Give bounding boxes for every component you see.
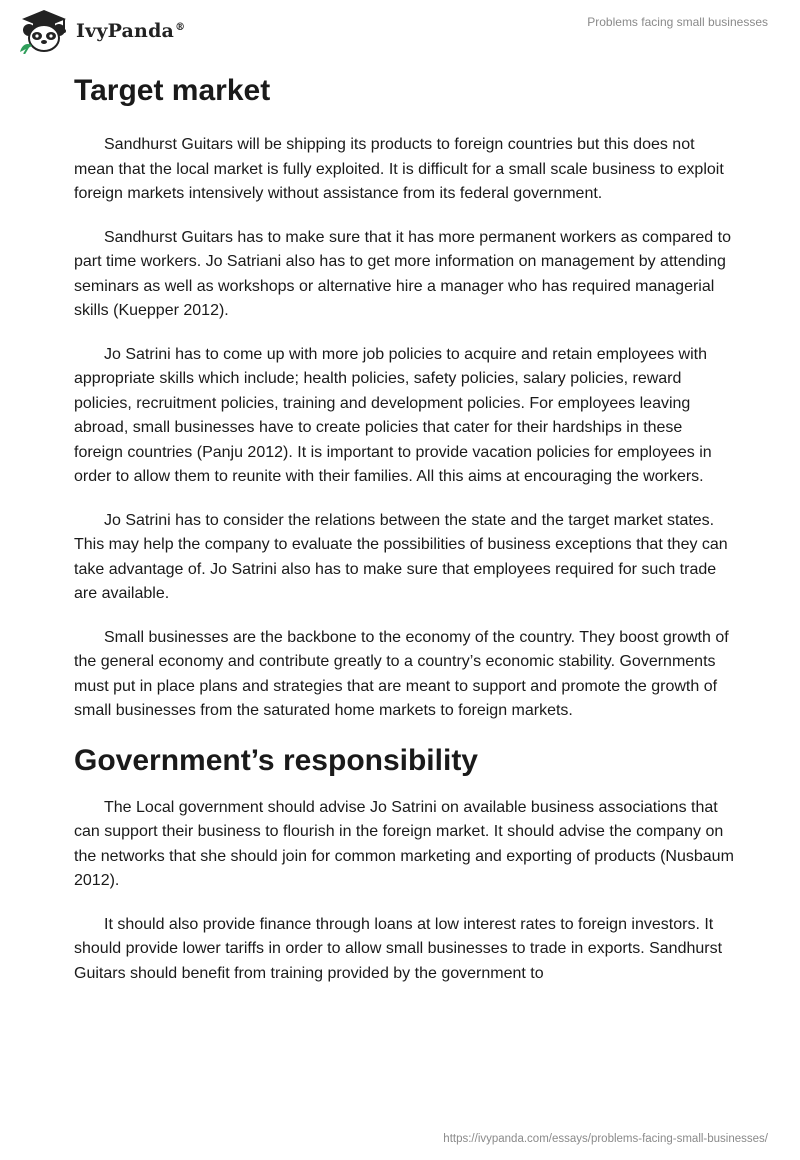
ivypanda-logo[interactable] bbox=[16, 8, 185, 54]
section-target-market bbox=[74, 72, 734, 724]
essay-body bbox=[74, 72, 734, 986]
paragraph: It should also provide finance through loans at low interest rates to foreign investors. It should provide lower tariffs in order to allow small businesses to trade in exports. Sandhurst Guitars should benefit from training provided by the government to bbox=[74, 915, 723, 982]
source-url-link[interactable]: https://ivypanda.com/essays/problems-facing-small-businesses/ bbox=[443, 1133, 768, 1145]
paragraph: Jo Satrini has to come up with more job policies to acquire and retain employees with appropriate skills which include; health policies, safety policies, salary policies, reward policies, recruitment policies, training and development policies. For employees leaving abroad, small businesses have to create policies that cater for their hardships in these foreign countries (Panju 2012). It is important to provide vacation policies for employees in order to allow them to reunite with their families. All this aims at encouraging the workers. bbox=[74, 345, 712, 485]
paragraph: Sandhurst Guitars has to make sure that it has more permanent workers as compared to part time workers. Jo Satriani also has to get more information on management by attending seminars as well as workshops or alternative hire a manager who has required managerial skills (Kuepper 2012). bbox=[74, 228, 731, 319]
section-heading: Target market bbox=[74, 74, 271, 107]
document-title: Problems facing small businesses bbox=[587, 15, 768, 29]
paragraph: The Local government should advise Jo Satrini on available business associations that can support their business to flourish in the foreign market. It should advise the company on the networks that she should join for common marketing and exporting of products (Nusbaum 2012). bbox=[74, 798, 734, 889]
paragraph: Jo Satrini has to consider the relations between the state and the target market states. This may help the company to evaluate the possibilities of business exceptions that they can take advantage of. Jo Satrini also has to make sure that employees required for such trade are available. bbox=[74, 511, 728, 602]
paragraph: Sandhurst Guitars will be shipping its products to foreign countries but this does not mean that the local market is fully exploited. It is difficult for a small scale business to exploit foreign markets intensively without assistance from its federal government. bbox=[74, 136, 724, 202]
section-heading: Government’s responsibility bbox=[74, 743, 478, 777]
panda-graduate-icon bbox=[16, 8, 72, 54]
section-government-responsibility bbox=[74, 742, 734, 987]
brand-name: IvyPanda® bbox=[76, 20, 186, 42]
page-header bbox=[0, 0, 800, 64]
paragraph: Small businesses are the backbone to the economy of the country. They boost growth of the general economy and contribute greatly to a country’s economic stability. Governments must put in place plans and strategies that are meant to support and promote the growth of small businesses from the saturated home markets to foreign markets. bbox=[74, 628, 729, 719]
